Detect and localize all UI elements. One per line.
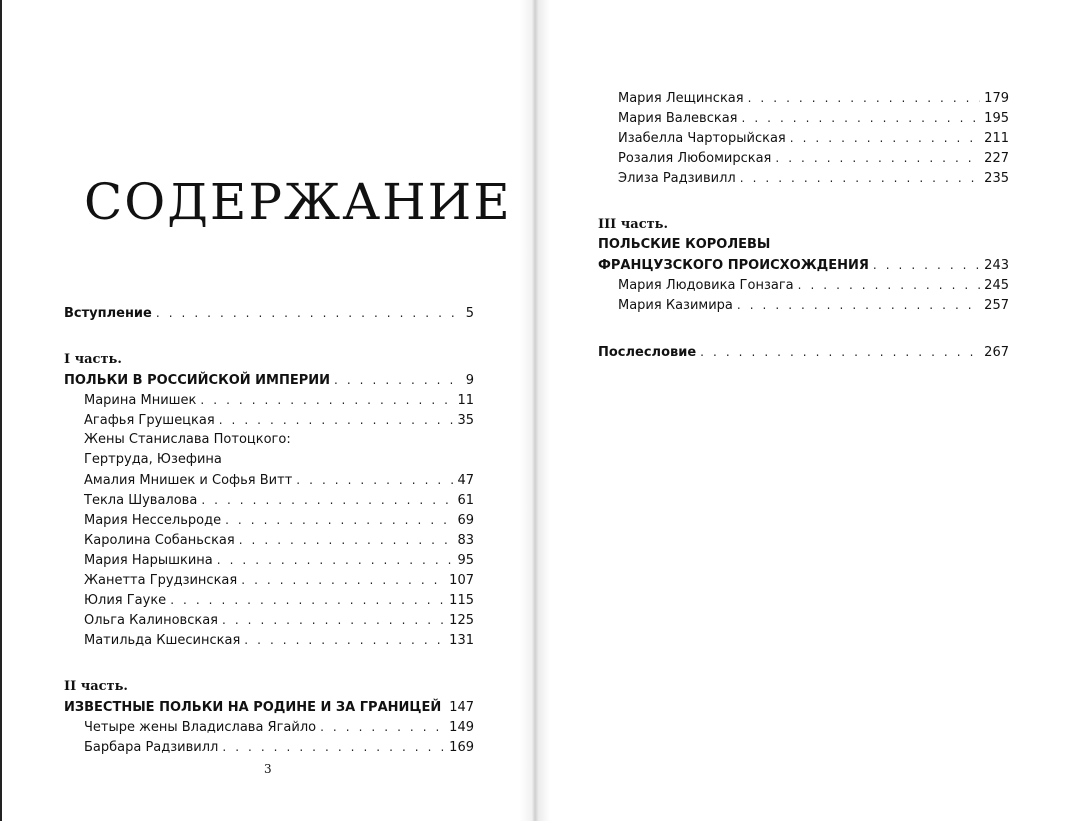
toc-entry-label: Розалия Любомирская (618, 151, 772, 166)
toc-entry[interactable] (598, 148, 1009, 168)
toc-page-number: 35 (457, 413, 474, 428)
toc-entry[interactable] (64, 510, 474, 530)
toc-page-number: 47 (457, 473, 474, 488)
toc-entry-afterword[interactable] (598, 342, 1009, 362)
toc-entry[interactable] (64, 530, 474, 550)
toc-entry[interactable] (598, 108, 1009, 128)
toc-page-number: 235 (984, 171, 1009, 186)
toc-entry[interactable] (64, 610, 474, 630)
toc-entry[interactable] (64, 490, 474, 510)
toc-entry[interactable] (64, 737, 474, 757)
book-gutter (520, 0, 550, 821)
dot-leader (700, 342, 980, 362)
toc-page-number: 131 (449, 633, 474, 648)
toc-left-column (64, 303, 474, 757)
toc-part-heading[interactable] (64, 697, 474, 717)
toc-entry-label: Четыре жены Владислава Ягайло (84, 720, 317, 735)
toc-entry-label: Элиза Радзивилл (618, 171, 736, 186)
dot-leader (200, 390, 453, 410)
toc-entry[interactable] (64, 717, 474, 737)
toc-page-number: 243 (984, 258, 1009, 273)
part-label: I часть. (64, 352, 122, 367)
toc-page-number: 83 (457, 533, 474, 548)
toc-entry-label: Агафья Грушецкая (84, 413, 215, 428)
page-title: СОДЕРЖАНИЕ (84, 173, 512, 231)
toc-entry-label: Мария Лещинская (618, 91, 744, 106)
dot-leader (239, 530, 454, 550)
dot-leader (740, 168, 980, 188)
toc-page-number: 125 (449, 613, 474, 628)
dot-leader (737, 295, 980, 315)
toc-page-number: 61 (457, 493, 474, 508)
dot-leader (790, 128, 980, 148)
toc-page-number: 11 (457, 393, 474, 408)
toc-entry[interactable] (598, 168, 1009, 188)
toc-entry[interactable] (64, 630, 474, 650)
toc-part-heading[interactable] (64, 370, 474, 390)
dot-leader (741, 108, 980, 128)
dot-leader (775, 148, 980, 168)
toc-page-number: 195 (984, 111, 1009, 126)
toc-page-number: 227 (984, 151, 1009, 166)
toc-page-number: 211 (984, 131, 1009, 146)
toc-page-number: 147 (449, 700, 475, 715)
toc-page-number: 5 (465, 306, 474, 321)
toc-page-number: 95 (457, 553, 474, 568)
toc-entry[interactable] (64, 410, 474, 430)
toc-entry[interactable] (598, 275, 1009, 295)
dot-leader (225, 510, 453, 530)
toc-entry-text[interactable]: Жены Станислава Потоцкого: (84, 432, 291, 447)
toc-page-number: 169 (449, 740, 474, 755)
toc-page-number: 267 (984, 345, 1009, 360)
toc-page-number: 69 (457, 513, 474, 528)
toc-entry-label: Текла Шувалова (84, 493, 198, 508)
toc-part-heading[interactable] (598, 255, 1009, 275)
dot-leader (241, 570, 445, 590)
toc-entry-label: ФРАНЦУЗСКОГО ПРОИСХОЖДЕНИЯ (598, 258, 869, 273)
dot-leader (170, 590, 445, 610)
toc-entry[interactable] (598, 128, 1009, 148)
toc-entry[interactable] (64, 590, 474, 610)
dot-leader (748, 88, 981, 108)
toc-entry-label: Юлия Гауке (84, 593, 167, 608)
toc-entry-label: Амалия Мнишек и Софья Витт (84, 473, 293, 488)
toc-entry-label: ИЗВЕСТНЫЕ ПОЛЬКИ НА РОДИНЕ И ЗА ГРАНИЦЕЙ (64, 700, 442, 715)
toc-entry-text[interactable]: Гертруда, Юзефина (84, 452, 222, 467)
toc-entry-label: Послесловие (598, 345, 697, 360)
dot-leader (320, 717, 445, 737)
toc-entry-label: ПОЛЬКИ В РОССИЙСКОЙ ИМПЕРИИ (64, 373, 331, 388)
toc-entry-label: Изабелла Чарторыйская (618, 131, 786, 146)
toc-entry[interactable] (598, 295, 1009, 315)
toc-entry-label: Вступление (64, 306, 152, 321)
part-label: II часть. (64, 679, 128, 694)
toc-entry-label: Каролина Собаньская (84, 533, 235, 548)
toc-page-number: 9 (465, 373, 474, 388)
dot-leader (222, 610, 445, 630)
toc-entry-label: Матильда Кшесинская (84, 633, 241, 648)
toc-page-number: 149 (449, 720, 474, 735)
toc-entry[interactable] (64, 470, 474, 490)
page-number: 3 (264, 762, 272, 776)
dot-leader (201, 490, 453, 510)
toc-entry-label: Мария Казимира (618, 298, 733, 313)
toc-entry[interactable] (64, 570, 474, 590)
toc-entry[interactable] (598, 88, 1009, 108)
toc-page-number: 245 (984, 278, 1009, 293)
dot-leader (156, 303, 462, 323)
part-label: III часть. (598, 217, 669, 232)
toc-entry-label: Барбара Радзивилл (84, 740, 219, 755)
dot-leader (798, 275, 981, 295)
toc-page-number: 115 (449, 593, 474, 608)
dot-leader (217, 550, 454, 570)
dot-leader (219, 410, 454, 430)
dot-leader (222, 737, 445, 757)
toc-entry-label: Марина Мнишек (84, 393, 197, 408)
toc-part-heading-line[interactable]: ПОЛЬСКИЕ КОРОЛЕВЫ (598, 237, 771, 252)
toc-page-number: 257 (984, 298, 1009, 313)
toc-entry-intro[interactable] (64, 303, 474, 323)
toc-entry-label: Мария Валевская (618, 111, 738, 126)
toc-entry-label: Мария Нессельроде (84, 513, 222, 528)
toc-entry-label: Мария Нарышкина (84, 553, 213, 568)
toc-right-column (598, 88, 1009, 362)
dot-leader (334, 370, 462, 390)
dot-leader (296, 470, 453, 490)
toc-entry-label: Мария Людовика Гонзага (618, 278, 794, 293)
toc-page-number: 107 (449, 573, 474, 588)
toc-entry-label: Ольга Калиновская (84, 613, 218, 628)
toc-entry-label: Жанетта Грудзинская (84, 573, 238, 588)
toc-entry[interactable] (64, 550, 474, 570)
toc-page-number: 179 (984, 91, 1009, 106)
dot-leader (873, 255, 980, 275)
dot-leader (244, 630, 445, 650)
toc-entry[interactable] (64, 390, 474, 410)
